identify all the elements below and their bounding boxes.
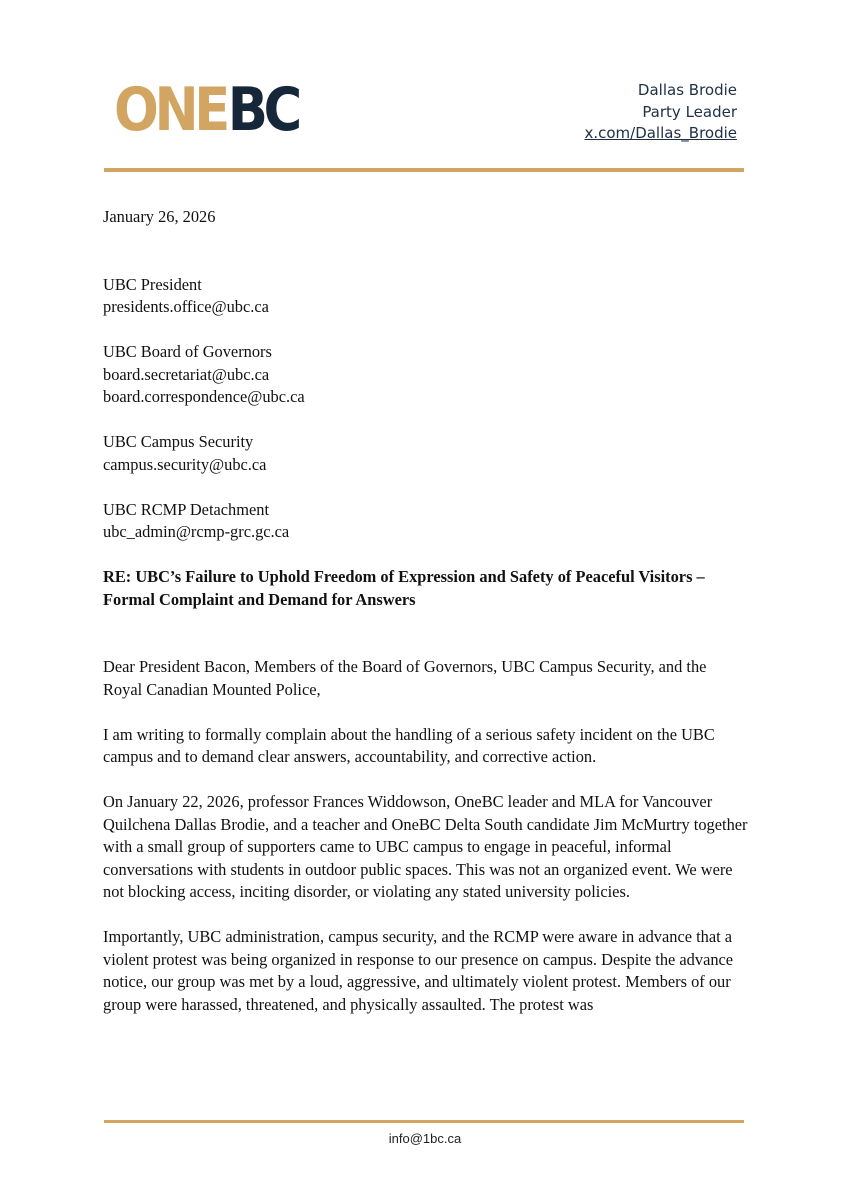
onebc-logo (114, 75, 298, 145)
footer-email: info@1bc.ca (388, 1131, 462, 1146)
recipient-email: ubc_admin@rcmp-grc.gc.ca (103, 522, 290, 541)
recipient-title: UBC RCMP Detachment (103, 499, 270, 519)
recipient-title: UBC Board of Governors (103, 342, 272, 361)
letter-body (103, 206, 748, 1039)
subject-line: RE: UBC’s Failure to Uphold Freedom of Expression and Safety of Peaceful Visitors – Formal Complaint and Demand for Answers (103, 567, 705, 609)
logo-bc-text: BC (227, 75, 298, 145)
header-contact (584, 80, 737, 145)
header-divider (104, 168, 744, 172)
logo-one-text: ONE (114, 75, 226, 145)
footer-divider (104, 1120, 744, 1123)
body-paragraph: On January 22, 2026, professor Frances Widdowson, OneBC leader and MLA for Vancouver Quilchena Dallas Brodie, and a teacher and OneBC Delta South candidate Jim McMurtry together with a small group of supporters came to UBC campus to engage in peaceful, informal conversations with students in outdoor public spaces. This was not an organized event. We were not blocking access, inciting disorder, or violating any stated university policies. (103, 792, 748, 901)
recipient-title: UBC President (103, 274, 202, 294)
body-paragraph: Importantly, UBC administration, campus security, and the RCMP were aware in advance that a violent protest was being organized in response to our presence on campus. Despite the advance notice, our group was met by a loud, aggressive, and ultimately violent protest. Members of our group were harassed, threatened, and physically assaulted. The protest was (103, 927, 734, 1014)
recipient-email: presidents.office@ubc.ca (103, 297, 269, 316)
sender-name: Dallas Brodie (637, 81, 737, 99)
recipient-title: UBC Campus Security (103, 432, 254, 451)
recipient-email: board.correspondence@ubc.ca (103, 387, 305, 406)
sender-x-link[interactable]: x.com/Dallas_Brodie (584, 124, 737, 142)
recipient-block (103, 274, 748, 319)
recipient-block (103, 431, 748, 476)
recipient-block (103, 341, 748, 409)
salutation: Dear President Bacon, Members of the Board of Governors, UBC Campus Security, and the Royal Canadian Mounted Police, (103, 657, 707, 699)
recipient-email: board.secretariat@ubc.ca (103, 364, 270, 384)
recipient-block (103, 499, 748, 544)
letter-date: January 26, 2026 (103, 207, 216, 226)
body-paragraph: I am writing to formally complain about the handling of a serious safety incident on the UBC campus and to demand clear answers, accountability, and corrective action. (103, 724, 715, 766)
recipient-email: campus.security@ubc.ca (103, 454, 267, 474)
sender-role: Party Leader (642, 102, 737, 121)
